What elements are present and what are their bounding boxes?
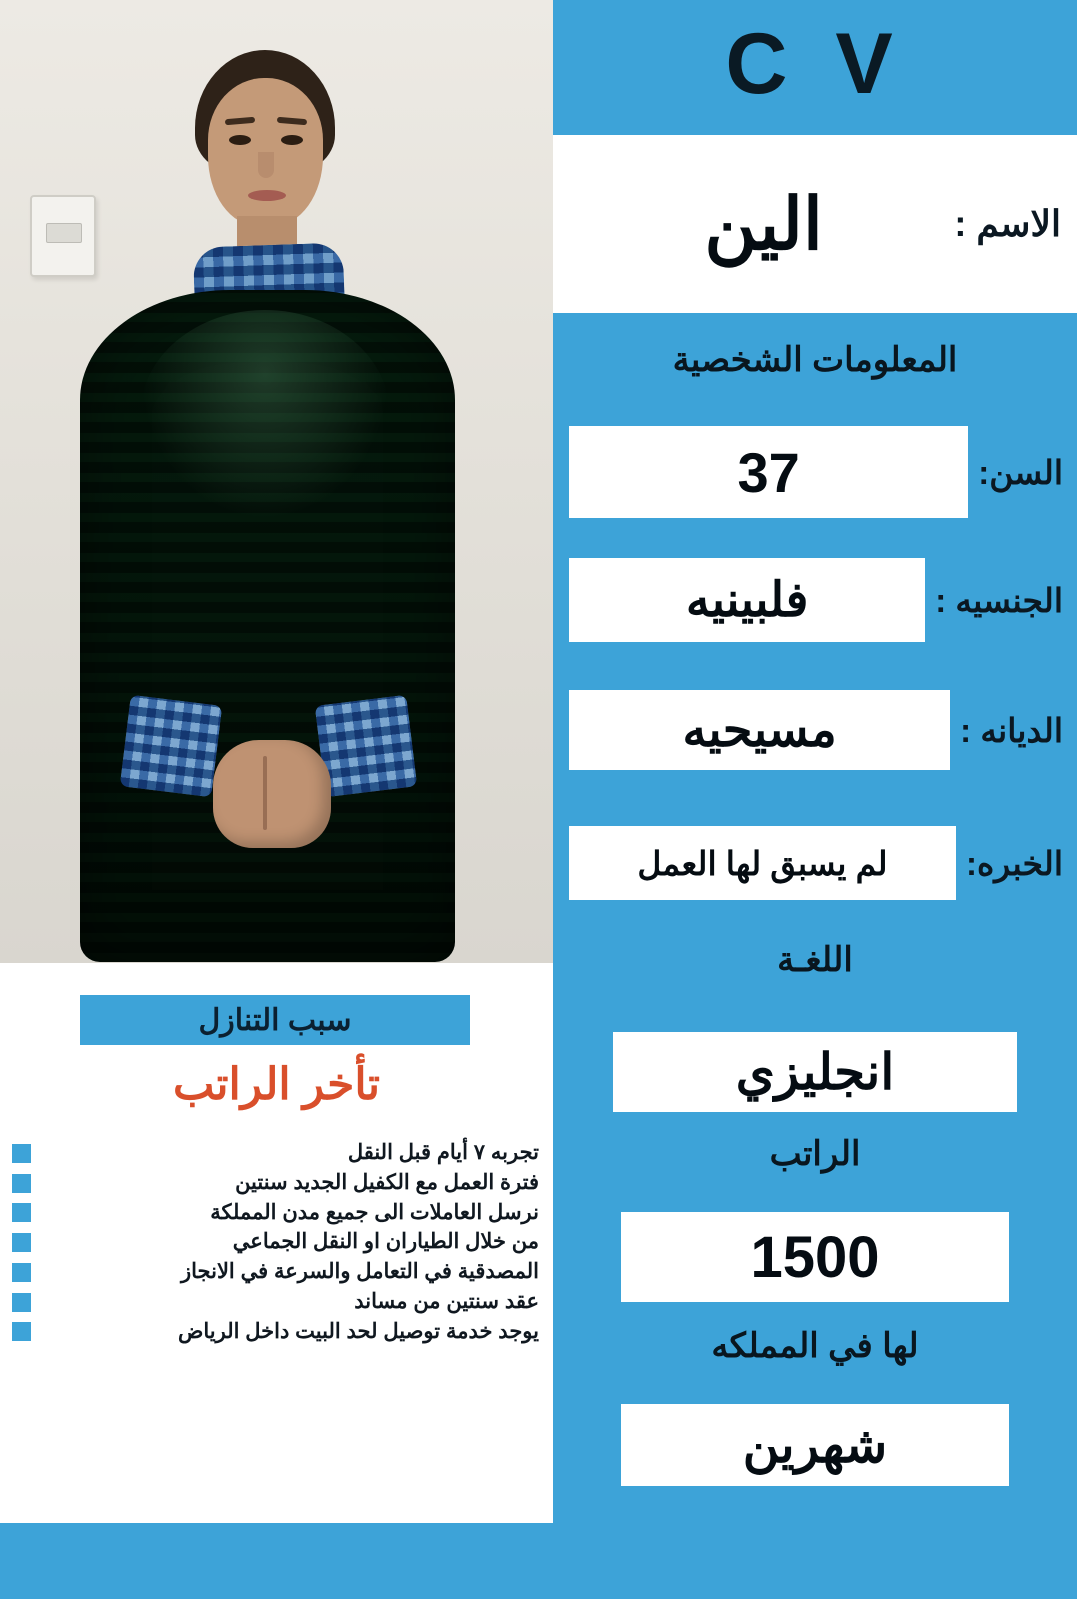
note-text: تجربه ٧ أيام قبل النقل bbox=[347, 1141, 539, 1164]
list-item bbox=[10, 1230, 539, 1255]
religion-value: مسيحيه bbox=[569, 690, 950, 770]
nationality-label: الجنسيه : bbox=[935, 581, 1063, 619]
salary-title: الراتب bbox=[769, 1135, 861, 1173]
name-label: الاسم : bbox=[954, 203, 1061, 244]
list-item bbox=[10, 1260, 539, 1285]
bullet-square-icon bbox=[12, 1263, 31, 1282]
personal-info-title: المعلومات الشخصية bbox=[672, 341, 958, 379]
sleeve-cuff-left bbox=[120, 695, 223, 798]
nationality-value: فلبينيه bbox=[569, 558, 925, 642]
bullet-square-icon bbox=[12, 1322, 31, 1341]
note-text: يوجد خدمة توصيل لحد البيت داخل الرياض bbox=[177, 1319, 539, 1343]
note-text: المصدقية في التعامل والسرعة في الانجاز bbox=[181, 1260, 539, 1284]
bullet-square-icon bbox=[12, 1233, 31, 1252]
religion-label: الديانه : bbox=[960, 711, 1063, 749]
language-value: انجليزي bbox=[613, 1032, 1017, 1112]
salary-value: 1500 bbox=[621, 1212, 1009, 1302]
bullet-square-icon bbox=[12, 1203, 31, 1222]
right-column bbox=[553, 0, 1077, 1599]
name-field bbox=[553, 135, 1077, 313]
note-text: عقد سنتين من مساند bbox=[354, 1289, 539, 1313]
cv-header bbox=[553, 0, 1077, 128]
nationality-field bbox=[553, 558, 1077, 642]
list-item bbox=[10, 1201, 539, 1226]
nose-shape bbox=[258, 152, 274, 178]
eye-right-shape bbox=[281, 135, 303, 145]
person-figure bbox=[45, 40, 485, 963]
reason-title: سبب التنازل bbox=[198, 1003, 352, 1037]
list-item bbox=[10, 1141, 539, 1166]
cv-title: C V bbox=[725, 15, 905, 112]
reason-value: تأخر الراتب bbox=[173, 1060, 380, 1109]
bullet-square-icon bbox=[12, 1144, 31, 1163]
dress-highlight bbox=[140, 310, 390, 520]
age-field bbox=[553, 426, 1077, 518]
notes-list bbox=[0, 1141, 553, 1349]
bullet-square-icon bbox=[12, 1174, 31, 1193]
age-value: 37 bbox=[569, 426, 968, 518]
mouth-shape bbox=[248, 190, 286, 201]
religion-field bbox=[553, 690, 1077, 770]
age-label: السن: bbox=[978, 453, 1063, 491]
list-item bbox=[10, 1171, 539, 1196]
applicant-photo bbox=[0, 0, 553, 963]
note-text: نرسل العاملات الى جميع مدن المملكة bbox=[210, 1200, 539, 1224]
list-item bbox=[10, 1290, 539, 1315]
experience-value: لم يسبق لها العمل bbox=[569, 826, 956, 900]
bottom-accent-strip bbox=[0, 1523, 553, 1599]
language-title: اللغـة bbox=[777, 941, 853, 979]
note-text: من خلال الطياران او النقل الجماعي bbox=[232, 1230, 539, 1254]
name-value: الين bbox=[704, 185, 823, 265]
note-text: فترة العمل مع الكفيل الجديد سنتين bbox=[235, 1170, 539, 1194]
stay-duration-title: لها في المملكه bbox=[711, 1327, 919, 1365]
reason-title-bar bbox=[80, 995, 470, 1045]
reason-section bbox=[0, 963, 553, 1523]
stay-duration-value: شهرين bbox=[621, 1404, 1009, 1486]
list-item bbox=[10, 1320, 539, 1345]
eye-left-shape bbox=[229, 135, 251, 145]
hands-shape bbox=[213, 740, 331, 848]
experience-field bbox=[553, 826, 1077, 900]
bullet-square-icon bbox=[12, 1293, 31, 1312]
experience-label: الخبره: bbox=[966, 844, 1063, 882]
